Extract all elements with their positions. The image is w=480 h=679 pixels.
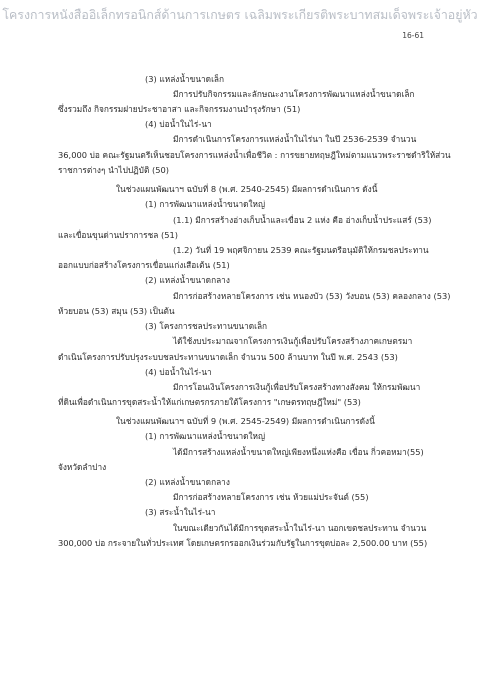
paragraph-line: 36,000 บ่อ คณะรัฐมนตรีเห็นชอบโครงการแหล่งน้ำเพื่อชีวิต : การขยายทฤษฎีใหม่ตามแนวพระราชดำริให้ส่วน [58,150,451,160]
paragraph-line: มีการโอนเงินโครงการเงินกู้เพื่อปรับโครงสร้างทางสังคม ให้กรมพัฒนา [173,382,421,392]
heading-farm-ponds: (4) บ่อน้ำในไร่-นา [145,119,212,129]
paragraph-line: มีการก่อสร้างหลายโครงการ เช่น ห้วยแม่ประจันต์ (55) [173,492,369,502]
paragraph-line: และเขื่อนขุนด่านปราการชล (51) [58,230,179,240]
heading-small-water-sources: (3) แหล่งน้ำขนาดเล็ก [145,74,225,84]
paragraph-line: ซึ่งรวมถึง กิจกรรมฝายประชาอาสา และกิจกรรมงานบำรุงรักษา (51) [58,104,301,114]
section-plan-8: ในช่วงแผนพัฒนาฯ ฉบับที่ 8 (พ.ศ. 2540-2545) มีผลการดำเนินการ ดังนี้ [116,184,378,194]
paragraph-line: ออกแบบก่อสร้างโครงการเขื่อนแก่งเสือเต้น (51) [58,260,230,270]
paragraph-line: จังหวัดลำปาง [58,462,107,472]
paragraph-line: มีการก่อสร้างหลายโครงการ เช่น หนองบัว (53) วังบอน (53) คลองกลาง (53) [173,291,451,301]
section-plan-9: ในช่วงแผนพัฒนาฯ ฉบับที่ 9 (พ.ศ. 2545-2549) มีผลการดำเนินการดังนี้ [116,416,375,426]
heading-medium-water-sources: (2) แหล่งน้ำขนาดกลาง [145,477,230,487]
paragraph-line: (1.2) วันที่ 19 พฤศจิกายน 2539 คณะรัฐมนตรีอนุมัติให้กรมชลประทาน [173,245,429,255]
paragraph-line: ในขณะเดียวกันได้มีการขุดสระน้ำในไร่-นา นอกเขตชลประทาน จำนวน [173,523,427,533]
page-header-title: โครงการหนังสืออิเล็กทรอนิกส์ด้านการเกษตร เฉลิมพระเกียรติพระบาทสมเด็จพระเจ้าอยู่หัว [2,7,478,22]
paragraph-line: มีการดำเนินการโครงการแหล่งน้ำในไร่นา ในปี 2536-2539 จำนวน [173,134,417,144]
paragraph-line: ดำเนินโครงการปรับปรุงระบบชลประทานขนาดเล็ก จำนวน 500 ล้านบาท ในปี พ.ศ. 2543 (53) [58,352,398,362]
heading-large-water-development: (1) การพัฒนาแหล่งน้ำขนาดใหญ่ [145,431,266,441]
paragraph-line: 300,000 บ่อ กระจายในทั่วประเทศ โดยเกษตรกรออกเงินร่วมกับรัฐในการขุดบ่อละ 2,500.00 บาท (55) [58,538,428,548]
paragraph-line: ที่ดินเพื่อดำเนินการขุดสระน้ำให้แก่เกษตรกรภายใต้โครงการ "เกษตรทฤษฎีใหม่" (53) [58,397,361,407]
paragraph-line: ห้วยบอน (53) สมุน (53) เป็นต้น [58,306,175,316]
paragraph-line: ได้ใช้งบประมาณจากโครงการเงินกู้เพื่อปรับโครงสร้างภาคเกษตรมา [173,336,413,346]
paragraph-line: ราชการต่างๆ นำไปปฏิบัติ (50) [58,165,170,175]
paragraph-line: มีการปรับกิจกรรมและลักษณะงานโครงการพัฒนาแหล่งน้ำขนาดเล็ก [173,89,415,99]
heading-farm-ponds: (4) บ่อน้ำในไร่-นา [145,367,212,377]
heading-farm-ponds: (3) สระน้ำในไร่-นา [145,507,216,517]
heading-small-irrigation: (3) โครงการชลประทานขนาดเล็ก [145,321,268,331]
heading-medium-water-sources: (2) แหล่งน้ำขนาดกลาง [145,275,230,285]
paragraph-line: (1.1) มีการสร้างอ่างเก็บน้ำและเขื่อน 2 แห่ง คือ อ่างเก็บน้ำประแสร์ (53) [173,215,432,225]
heading-large-water-development: (1) การพัฒนาแหล่งน้ำขนาดใหญ่ [145,199,266,209]
page-number: 16-61 [402,31,424,40]
paragraph-line: ได้มีการสร้างแหล่งน้ำขนาดใหญ่เพียงหนึ่งแห่งคือ เขื่อน กิ่วคอหมา(55) [173,447,424,457]
